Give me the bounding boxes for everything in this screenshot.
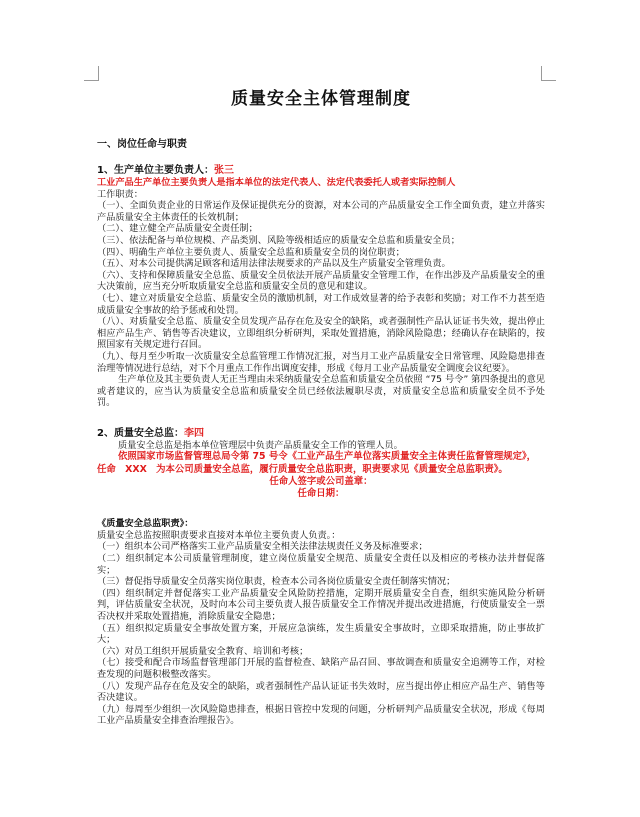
duties-label: 工作职责：: [97, 188, 143, 200]
duty-item: （七）接受和配合市场监督管理部门开展的监督检查、缺陷产品召回、事故调查和质量安全追溯等工作，对检查发现的问题积极整改落实。: [97, 657, 545, 680]
duties-heading: 《质量安全总监职责》：: [97, 518, 194, 530]
duty-item: （四）组织制定并督促落实工业产品质量安全风险防控措施，定期开展质量安全自查，组织实施风险分析研判，评估质量安全状况，及时向本公司主要负责人报告质量安全工作情况并提出改进措施，行使质量安全一票否决权并采取处置措施，消除质量安全隐患；: [97, 587, 545, 623]
definition-text: 质量安全总监是指本单位管理层中负责产品质量安全工作的管理人员。: [118, 439, 403, 451]
subsection-heading: [97, 164, 545, 177]
section-heading: 一、岗位任命与职责: [97, 139, 187, 150]
person-name: 李四: [183, 427, 204, 439]
duty-item: （四）、明确生产单位主要负责人、质量安全总监和质量安全员的岗位职责；: [97, 246, 405, 258]
page-title: 质量安全主体管理制度: [231, 89, 411, 109]
duty-item: （三）督促指导质量安全员落实岗位职责，检查本公司各岗位质量安全责任制落实情况；: [97, 576, 456, 588]
margin-corner-mark: [541, 66, 556, 81]
duty-item: （六）、支持和保障质量安全总监、质量安全员依法开展产品质量安全管理工作，在作出涉及产品质量安全的重大决策前，应当充分听取质量安全总监和质量安全员的意见和建议。: [97, 269, 545, 293]
duty-item: （七）、建立对质量安全总监、质量安全员的激励机制，对工作成效显著的给予表彰和奖励；对工作不力甚至造成质量安全事故的给予惩戒和处罚。: [97, 292, 545, 316]
subsection-heading: [97, 427, 545, 440]
duty-item: （一）组织本公司严格落实工业产品质量安全相关法律法规责任义务及标准要求；: [97, 541, 428, 553]
duty-item: （二）、建立健全产品质量安全责任制；: [97, 223, 258, 235]
duty-item: （三）、依法配备与单位规模、产品类别、风险等级相适应的质量安全总监和质量安全员；: [97, 234, 460, 246]
duty-item: （八）发现产品存在危及安全的缺陷，或者强制性产品认证证书失效时，应当提出停止相应产品生产、销售等否决建议。: [97, 680, 545, 704]
duty-item: （九）每周至少组织一次风险隐患排查，根据日管控中发现的问题，分析研判产品质量安全状况，形成《每周工业产品质量安全排查治理报告》。: [97, 703, 545, 727]
definition-text: 工业产品生产单位主要负责人是指本单位的法定代表人、法定代表委托人或者实际控制人: [97, 177, 456, 188]
duty-item: （八）、对质量安全总监、质量安全员发现产品存在危及安全的缺陷，或者强制性产品认证证书失效，提出停止相应产品生产、销售等否决建议，立即组织分析研判，采取处置措施，消除风险隐患；经确认存在缺陷的，按照国家有关规定进行召回。: [97, 316, 545, 351]
subsection-label: 2、质量安全总监：: [97, 427, 184, 439]
page-content: [97, 84, 545, 727]
duty-item: （五）组织拟定质量安全事故处置方案，开展应急演练，发生质量安全事故时，立即采取措施，防止事故扩大；: [97, 622, 545, 646]
margin-corner-mark: [84, 66, 99, 81]
subsection-label: 1、生产单位主要负责人：: [97, 165, 214, 176]
duty-item: （二）组织制定本公司质量管理制度，建立岗位质量安全规范、质量安全责任以及相应的考核办法并督促落实；: [97, 553, 545, 576]
duty-item: （五）、对本公司提供满足顾客和适用法律法规要求的产品以及生产质量安全管理负责。: [97, 258, 451, 270]
appointment-statement: 依照国家市场监督管理总局令第 75 号令《工业产品生产单位落实质量安全主体责任监督管理规定》，任命 XXX 为本公司质量安全总监，履行质量安全总监职责，职责要求见《质量安全总监职责》。: [97, 451, 537, 475]
duty-item: （一）、全面负责企业的日常运作及保证提供充分的资源，对本公司的产品质量安全工作全面负责，建立并落实产品质量安全主体责任的长效机制；: [97, 200, 545, 223]
person-name: 张三: [213, 165, 234, 176]
duty-item: （六）对员工组织开展质量安全教育、培训和考核；: [97, 645, 309, 657]
duty-item: （九）、每月至少听取一次质量安全总监管理工作情况汇报，对当月工业产品质量安全日常管理、风险隐患排查治理等情况进行总结，对下个月重点工作作出调度安排，形成《每月工业产品质量安全调度会议纪要》。: [97, 350, 545, 374]
duties-intro: 质量安全总监按照职责要求直接对本单位主要负责人负责。：: [97, 529, 341, 541]
closing-paragraph: 生产单位及其主要负责人无正当理由未采纳质量安全总监和质量安全员依照 “75 号令” 第四条提出的意见或者建议的，应当认为质量安全总监和质量安全员已经依法履职尽责，对质量安全总监和质量安全员不予处罚。: [97, 374, 545, 409]
signature-label: 任命人签字或公司盖章：: [269, 475, 373, 487]
date-label: 任命日期：: [297, 488, 345, 500]
